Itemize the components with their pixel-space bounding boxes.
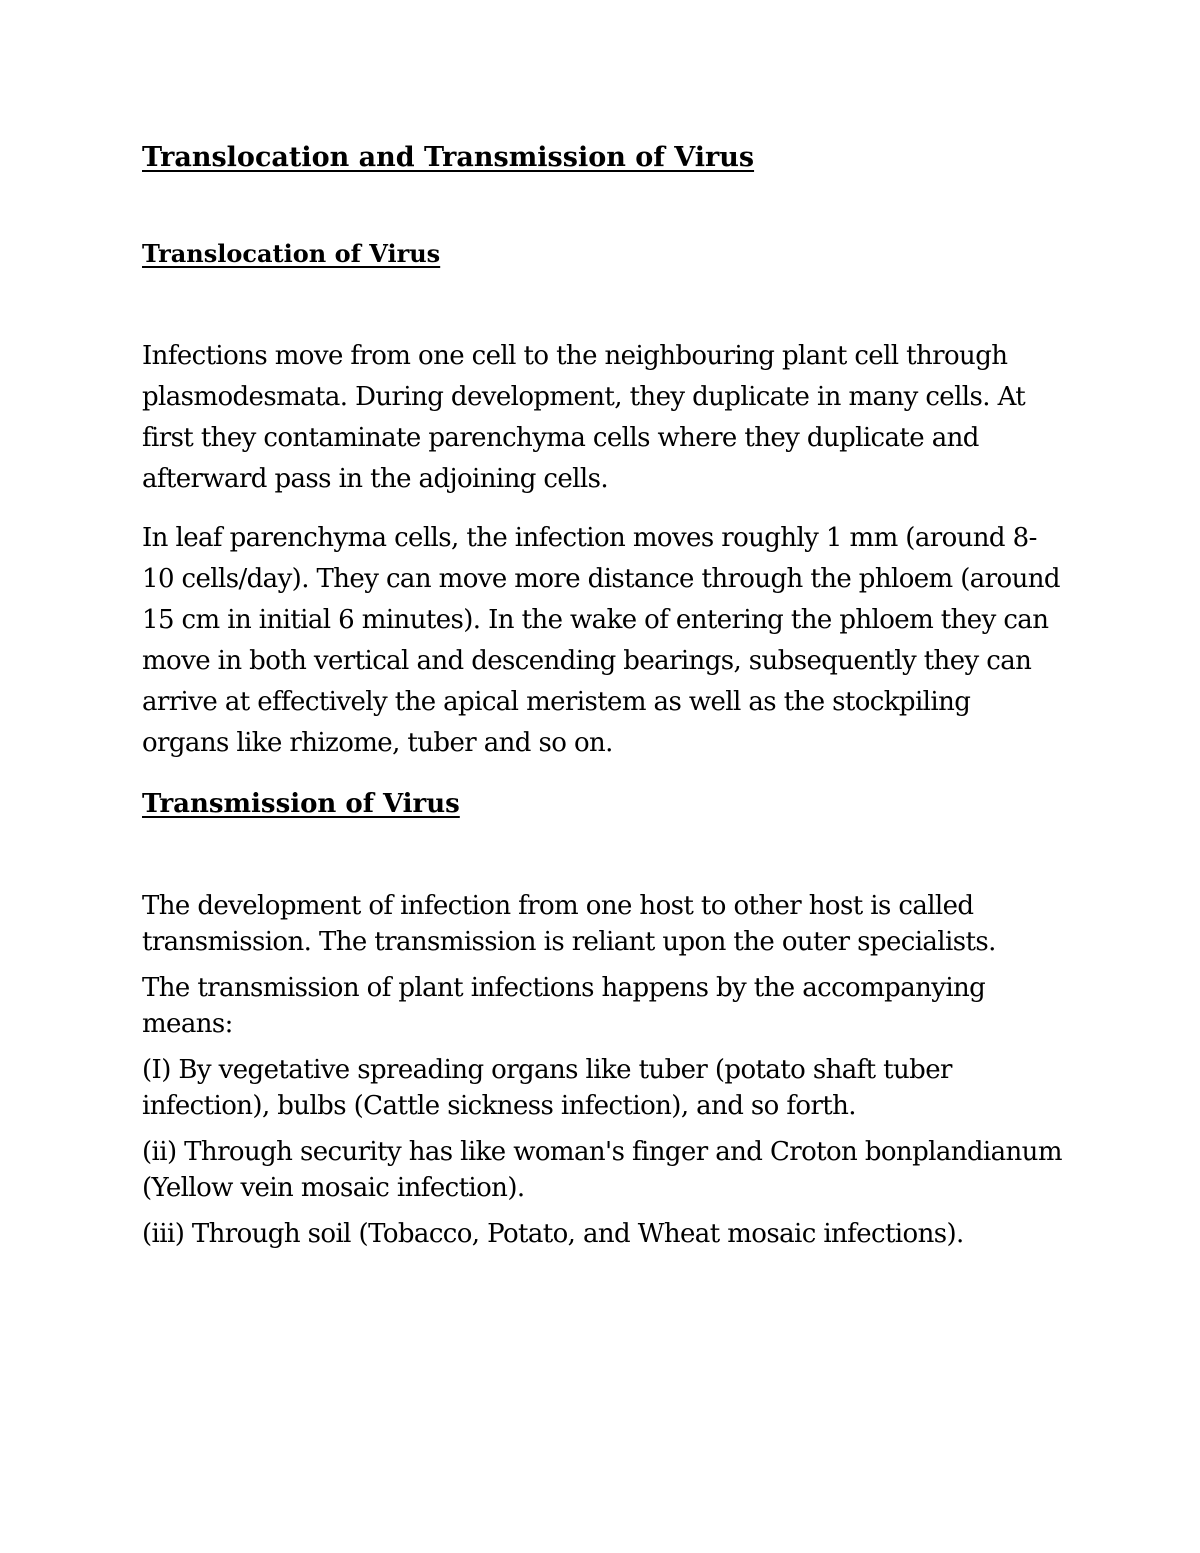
paragraph-translocation-1: Infections move from one cell to the neighbouring plant cell through plasmodesmata. During development, they duplicate in many cells. At first they contaminate parenchyma cells where they duplicate and afterward pass in the adjoining cells.: [142, 341, 1026, 494]
document-page: [142, 138, 1062, 1252]
paragraph-translocation-2: In leaf parenchyma cells, the infection moves roughly 1 mm (around 8-10 cells/day). They can move more distance through the phloem (around 15 cm in initial 6 minutes). In the wake of entering the phloem they can move in both vertical and descending bearings, subsequently they can arrive at effectively the apical meristem as well as the stockpiling organs like rhizome, tuber and so on.: [142, 523, 1060, 758]
paragraph-transmission-1: The development of infection from one host to other host is called transmission. The transmission is reliant upon the outer specialists.: [142, 891, 996, 957]
list-item-soil: (iii) Through soil (Tobacco, Potato, and Wheat mosaic infections).: [142, 1219, 964, 1249]
section-heading-translocation: Translocation of Virus: [142, 239, 441, 268]
list-item-vegetative-organs: (I) By vegetative spreading organs like tuber (potato shaft tuber infection), bulbs (Cattle sickness infection), and so forth.: [142, 1055, 952, 1121]
document-title: Translocation and Transmission of Virus: [142, 142, 755, 173]
paragraph-transmission-2: The transmission of plant infections happens by the accompanying means:: [142, 973, 986, 1039]
list-item-collateral-hosts: (ii) Through security has like woman's finger and Croton bonplandianum (Yellow vein mosaic infection).: [142, 1137, 1062, 1203]
section-heading-transmission: Transmission of Virus: [142, 789, 460, 819]
